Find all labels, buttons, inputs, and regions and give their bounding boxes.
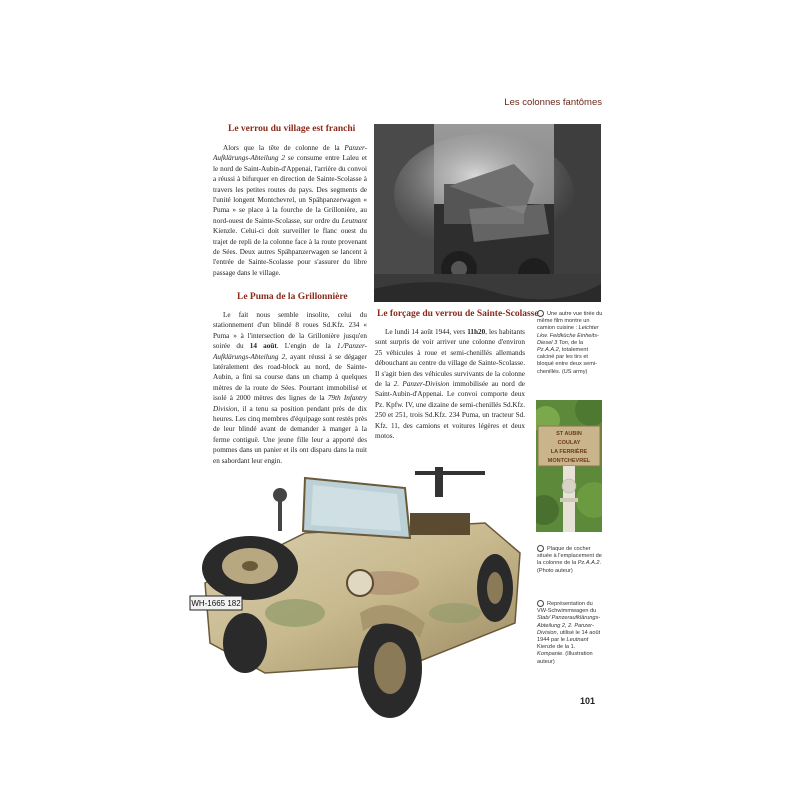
section-title-forcage: Le forçage du verrou de Sainte-Scolasse xyxy=(377,309,539,319)
sign-line-3: LA FERRIÈRE xyxy=(550,449,588,455)
caption-sign-text: Plaque de cocher située à l'emplacement de la colonne de la Pz.A.A.2. (Photo auteur) xyxy=(537,545,602,574)
section-title-puma: Le Puma de la Grillonnière xyxy=(237,292,348,302)
illustration-schwimmwagen xyxy=(185,463,525,725)
paragraph-verrou-village: Alors que la tête de colonne de la Panzer-Aufklärungs-Abteilung 2 se consume entre Laleu et le nord de Saint-Aubin-d'Appenai, l'arrière du convoi a réussi à bifurquer en direction de Sainte-Scolasse à travers les petites routes du pays. Des segments de l'unité longent Montchevrel, un Spähpanzerwagen « Puma » se place à la fourche de la Grillonière, au nord-ouest de Sainte-Scolasse, sur ordre du Leutnant Kienzle. Celui-ci doit surveiller le flanc ouest du trajet de repli de la colonne face à la route provenant de Sées. Deux autres Spähpanzerwagen se lancent à l'entrée de Sainte-Scolasse pour s'assurer du libre passage dans le village. xyxy=(213,144,367,277)
section-body-verrou-village xyxy=(213,143,367,278)
sign-line-1: ST AUBIN xyxy=(556,431,582,437)
bullet-icon xyxy=(537,545,544,552)
photo-burnt-truck-image xyxy=(374,124,601,302)
paragraph-puma: Le fait nous semble insolite, celui du stationnement d'un blindé 8 roues Sd.Kfz. 234 « Puma » à l'intersection de la Grillonière jusqu'en soirée du 14 août. L'engin de la 1./Panzer-Aufklärungs-Abteilung 2, ayant réussi à se dégager latéralement des road-block au nord, de Sainte-Aubin, a fini sa course dans un champ à quelques mètres de la route de Sées. Pourtant immobilisé et isolé à 2000 mètres des lignes de la 79th Infantry Division, il a tenu sa position pendant près de dix heures. Les cinq membres d'équipage sont restés près de leur blindé avant de demander à manger à la ferme contiguë. Une jeune fille leur a apporté des pommes dans un panier et ils ont disparu dans la nuit en sabordant leur engin. xyxy=(213,311,367,465)
running-header: Les colonnes fantômes xyxy=(504,97,602,108)
page-number: 101 xyxy=(580,696,596,706)
sign-line-4: MONTCHEVREL xyxy=(547,458,591,464)
caption-vehicle-text: Représentation du VW-Schwimmwagen du Stab/ Panzeraufklärungs-Abteilung 2, 2. Panzer-Division, utilisé le 14 août 1944 par le Leutnant Kienzle de la 1. Kompanie. (Illustration auteur) xyxy=(537,600,601,665)
section-body-puma xyxy=(213,310,367,466)
paragraph-forcage: Le lundi 14 août 1944, vers 11h20, les habitants sont surpris de voir arriver une colonne d'environ 25 véhicules à roue et semi-chenillés allemands débouchant au centre du village de Sainte-Scolasse. Il s'agit bien des véhicules survivants de la colonne de la 2. Panzer-Division immobilisée au nord de Saint-Aubin-d'Appenai. Le convoi comporte deux Pz. Kpfw. IV, une dizaine de semi-chenillés Sd.Kfz. 250 et 251, trois Sd.Kfz. 234 Puma, un tracteur Sd. Kfz. 11, des camions et voitures légères et deux motos. xyxy=(375,328,525,441)
photo-road-sign xyxy=(536,400,602,532)
caption-photo-text: Une autre vue tirée du même film montre un camion cuisine : Leichter Lkw. Feldküche Einheits-Diesel 3 Ton, de la Pz.A.A.2, totalement calciné par les tirs et bloqué entre deux semi-chenillés. (US army) xyxy=(537,310,603,375)
bullet-icon xyxy=(537,600,544,607)
license-plate: WH-1665 182 xyxy=(191,599,241,608)
bullet-icon xyxy=(537,310,544,317)
schwimmwagen-image xyxy=(185,463,525,725)
photo-burnt-truck xyxy=(374,124,601,302)
caption-photo xyxy=(537,310,603,376)
caption-vehicle xyxy=(537,600,603,666)
caption-sign xyxy=(537,545,603,575)
road-sign-image xyxy=(536,400,602,532)
sign-line-2: COULAY xyxy=(557,440,581,446)
section-body-forcage xyxy=(375,327,525,441)
section-title-verrou-village: Le verrou du village est franchi xyxy=(228,124,356,134)
